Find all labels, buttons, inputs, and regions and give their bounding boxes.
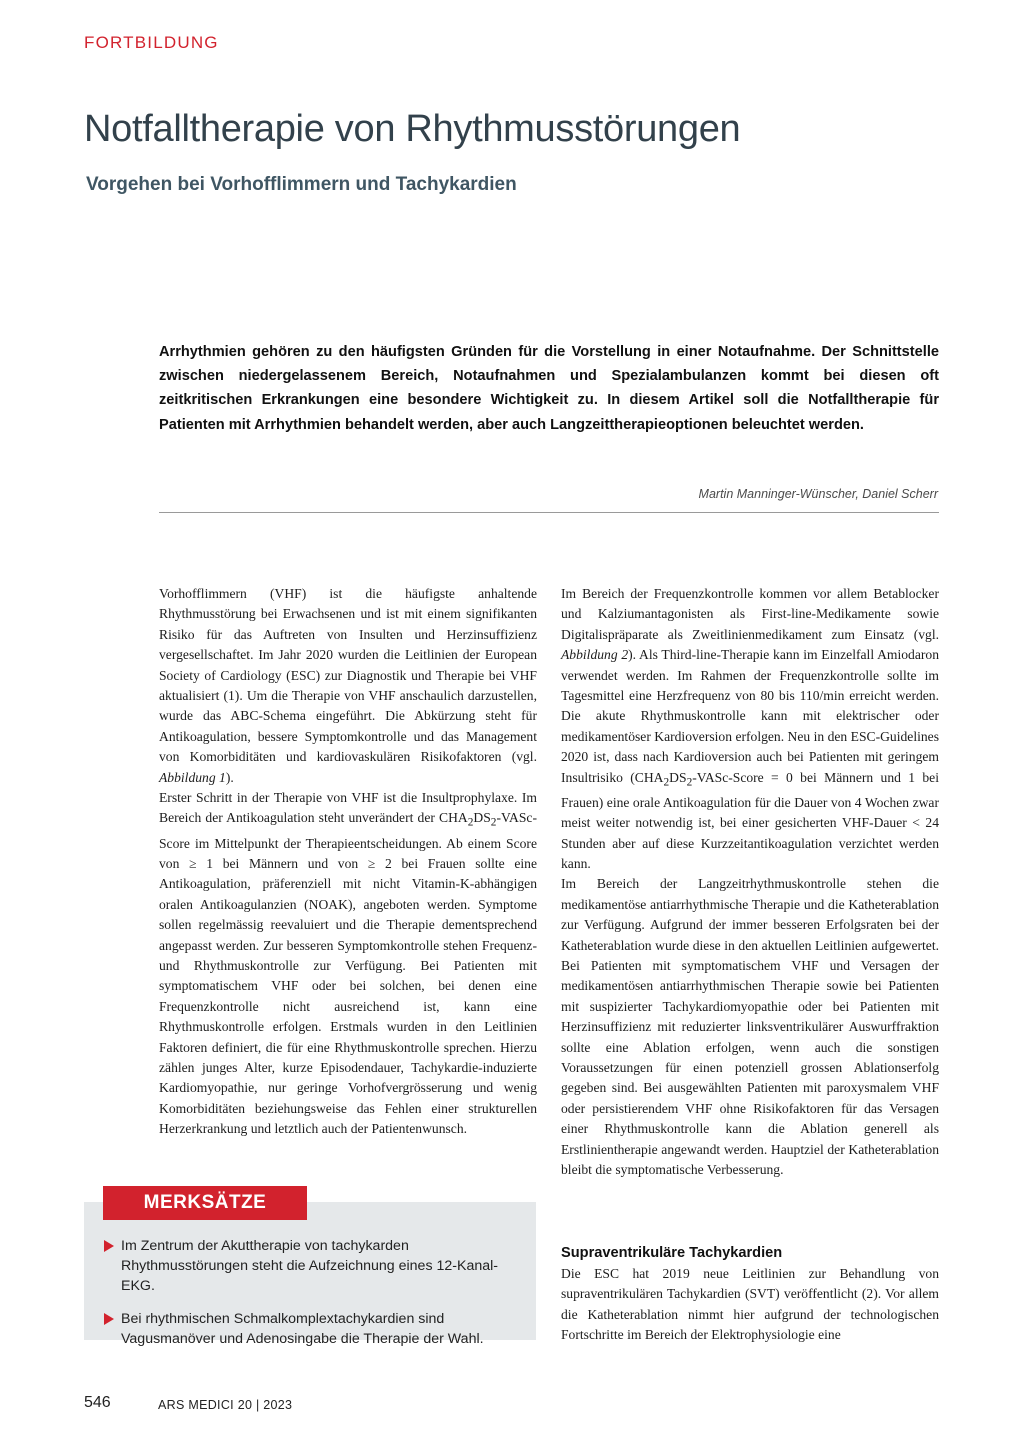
article-subtitle: Vorgehen bei Vorhofflimmern und Tachykardien — [86, 174, 517, 195]
body-paragraph: Erster Schritt in der Therapie von VHF ist die Insultprophylaxe. Im Bereich der Antikoagulation steht unverändert der $CHA_2DS_2-VASc$-Score im Mittelpunkt der Therapieentscheidungen. Ab einem Score von ≥ 1 bei Männern und von ≥ 2 bei Frauen sollte eine Antikoagulation, präferenziell mit nicht Vitamin-K-abhängigen oralen Antikoagulanzien (NOAK), angeboten werden. Symptome sollen regelmässig reevaluiert und die Therapie dementsprechend angepasst werden. Zur besseren Symptomkontrolle stehen Frequenz- und Rhythmuskontrolle zur Verfügung. Bei Patienten mit symptomatischem VHF oder bei solchen, bei denen eine Frequenzkontrolle nicht ausreichend ist, kann eine Rhythmuskontrolle erfolgen. Erstmals wurden in den Leitlinien Faktoren definiert, die für eine Rhythmuskontrolle sprechen. Hierzu zählen junges Alter, kurze Episodendauer, Tachykardie-induzierte Kardiomyopathie, nur geringe Vorhofvergrösserung und wenig Komorbiditäten beziehungsweise das Fehlen einer strukturellen Herzerkrankung und letztlich auch der Patientenwunsch. — [159, 790, 537, 1137]
divider — [159, 512, 939, 513]
merksaetze-label: MERKSÄTZE — [103, 1186, 307, 1220]
body-paragraph: Vorhofflimmern (VHF) ist die häufigste anhaltende Rhythmusstörung bei Erwachsenen und ist mit einem signifikanten Risiko für das Auftreten von Insulten und Herzinsuffizienz vergesellschaftet. Im Jahr 2020 wurden die Leitlinien der European Society of Cardiology (ESC) zur Diagnostik und Therapie bei VHF aktualisiert (1). Um die Therapie von VHF anschaulich darzustellen, wurde das ABC-Schema eingeführt. Die Abkürzung steht für Antikoagulation, bessere Symptomkontrolle und das Management von Komorbiditäten und kardiovaskulären Risikofaktoren (vgl. Abbildung 1). — [159, 586, 537, 785]
figure-reference: Abbildung 1 — [159, 769, 226, 785]
body-column-right — [561, 584, 939, 1181]
section-heading: Supraventrikuläre Tachykardien — [561, 1245, 783, 1261]
page-number: 546 — [84, 1394, 111, 1411]
body-paragraph: Im Bereich der Frequenzkontrolle kommen vor allem Betablocker und Kalziumantagonisten als First-line-Medikamente sowie Digitalispräparate als Zweitlinienmedikament zum Einsatz (vgl. Abbildung 2). Als Third-line-Therapie kann im Einzelfall Amiodaron verwendet werden. Im Rahmen der Frequenzkontrolle sollte im Tagesmittel eine Herzfrequenz von 80 bis 110/min erreicht werden. Die akute Rhythmuskontrolle kann mit elektrischer oder medikamentöser Kardioversion erfolgen. Neu in den ESC-Guidelines 2020 ist, dass nach Kardioversion auch bei Patienten mit geringem Insultrisiko ($CHA_2DS_2-VASc$-Score = 0 bei Männern und 1 bei Frauen) eine orale Antikoagulation für die Dauer von 4 Wochen zwar meist weiter notwendig ist, bei einer gesicherten VHF-Dauer < 24 Stunden aber auf diese Kurzzeitantikoagulation verzichtet werden kann. — [561, 586, 939, 871]
authors: Martin Manninger-Wünscher, Daniel Scherr — [698, 487, 938, 501]
lead-paragraph: Arrhythmien gehören zu den häufigsten Gründen für die Vorstellung in einer Notaufnahme. Der Schnittstelle zwischen niedergelassenem Bereich, Notaufnahmen und Spezialambulanzen kommt bei diesen oft zeitkritischen Erkrankungen eine besondere Wichtigkeit zu. In diesem Artikel soll die Notfalltherapie für Patienten mit Arrhythmien behandelt werden, aber auch Langzeittherapieoptionen beleuchtet werden. — [159, 344, 939, 433]
figure-reference: Abbildung 2 — [561, 647, 629, 663]
section-label: FORTBILDUNG — [84, 33, 219, 52]
article-title: Notfalltherapie von Rhythmusstörungen — [84, 108, 741, 150]
triangle-bullet-icon — [104, 1313, 114, 1325]
body-paragraph: Im Bereich der Langzeitrhythmuskontrolle stehen die medikamentöse antiarrhythmische Therapie und die Katheterablation zur Verfügung. Aufgrund der immer besseren Erfolgsraten bei der Katheterablation wurde diese in den aktuellen Leitlinien aufgewertet. Bei Patienten mit symptomatischem VHF und Versagen der medikamentösen antiarrhythmischen Therapie sowie bei Patienten mit suspizierter Tachykardiomyopathie oder bei Patienten mit Herzinsuffizienz mit reduzierter linksventrikulärer Auswurffraktion sollte eine Ablation erfolgen, wenn auch die sonstigen Voraussetzungen für einen potenziell grossen Ablationserfolg gegeben sind. Bei ausgewählten Patienten mit paroxysmalem VHF oder persistierendem VHF ohne Risikofaktoren für das Versagen einer Rhythmuskontrolle kann die Ablation generell als Erstlinientherapie angewandt werden. Hauptziel der Katheterablation bleibt die symptomatische Verbesserung. — [561, 876, 939, 1178]
body-paragraph: Die ESC hat 2019 neue Leitlinien zur Behandlung von supraventrikulären Tachykardien (SVT) veröffentlicht (2). Vor allem die Katheterablation nimmt hier aufgrund der technologischen Fortschritte im Bereich der Elektrophysiologie eine — [561, 1266, 939, 1343]
merksatz-item: Bei rhythmischen Schmalkomplextachykardien sind Vagusmanöver und Adenosingabe die Therapie der Wahl. — [104, 1309, 524, 1349]
body-column-right-continued — [561, 1242, 939, 1346]
merksatz-item: Im Zentrum der Akuttherapie von tachykarden Rhythmusstörungen steht die Aufzeichnung eines 12-Kanal-EKG. — [104, 1236, 524, 1297]
journal-info: ARS MEDICI 20 | 2023 — [158, 1398, 293, 1412]
triangle-bullet-icon — [104, 1240, 114, 1252]
body-column-left — [159, 584, 537, 1140]
merksaetze-list — [104, 1236, 524, 1361]
